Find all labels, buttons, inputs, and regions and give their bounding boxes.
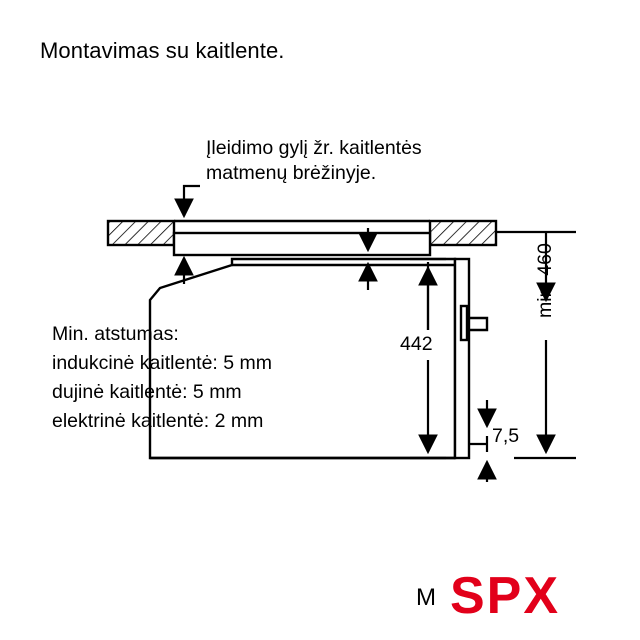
min-distance-gas: dujinė kaitlentė: 5 mm bbox=[52, 381, 242, 403]
leader-arrow-worktop bbox=[184, 186, 200, 216]
top-note-line-2: matmenų brėžinyje. bbox=[206, 162, 377, 184]
min-distance-induction: indukcinė kaitlentė: 5 mm bbox=[52, 352, 273, 374]
dimension-min-height bbox=[496, 232, 576, 458]
dimension-label-depth-offset: 7,5 bbox=[492, 425, 520, 447]
brand-logo: SPX bbox=[450, 567, 561, 625]
page-title: Montavimas su kaitlente. bbox=[40, 38, 285, 63]
logo-prefix: M bbox=[416, 584, 436, 611]
oven-outline bbox=[150, 259, 487, 458]
hob-body bbox=[174, 233, 430, 255]
min-distance-electric: elektrinė kaitlentė: 2 mm bbox=[52, 410, 264, 432]
dimension-inner-height bbox=[410, 259, 446, 458]
min-distance-heading: Min. atstumas: bbox=[52, 323, 179, 345]
top-note-line-1: Įleidimo gylį žr. kaitlentės bbox=[206, 137, 422, 159]
dimension-label-inner-height: 442 bbox=[400, 333, 433, 355]
dimension-label-min-height: min. 460 bbox=[534, 243, 556, 318]
dimension-depth-offset bbox=[469, 400, 487, 482]
